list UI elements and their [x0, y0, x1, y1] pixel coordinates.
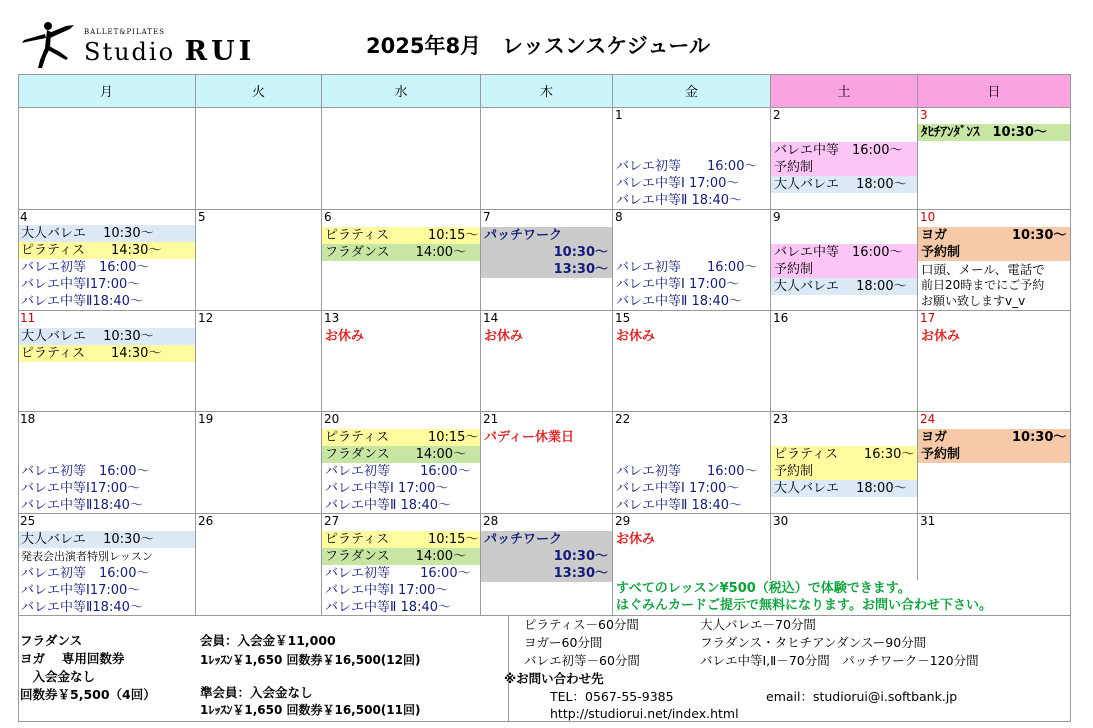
day-number: 6	[324, 210, 332, 224]
day-number: 11	[20, 311, 36, 325]
day-cell-31	[918, 514, 1071, 580]
day-number: 28	[483, 514, 499, 528]
reservation-note: 予約制	[918, 244, 1070, 261]
day-cell-30	[771, 514, 918, 580]
lesson-adult-ballet: 大人バレエ 10:30～	[18, 531, 195, 548]
lesson-ballet-mid2: バレエ中等Ⅱ 18:40～	[616, 498, 742, 513]
contact-heading: ※お問い合わせ先	[504, 671, 604, 686]
day-number: 27	[324, 514, 340, 528]
day-cell-4	[18, 210, 196, 311]
day-number: 13	[324, 311, 340, 325]
lesson-yoga: ヨガ 10:30～	[918, 429, 1070, 446]
lesson-ballet-mid1: バレエ中等Ⅰ 17:00～	[325, 481, 449, 496]
contact-url[interactable]: http://studiorui.net/index.html	[550, 706, 739, 721]
reservation-note: 予約制	[771, 159, 917, 176]
lesson-patchwork: パッチワーク	[481, 531, 612, 548]
lesson-ballet-mid: バレエ中等 16:00～	[771, 244, 917, 261]
footer-yoga-ticket: ヨガ 専用回数券	[20, 651, 125, 666]
lesson-ballet-mid2: バレエ中等Ⅱ 18:40～	[616, 294, 742, 309]
day-cell-17	[918, 311, 1071, 412]
day-cell-26	[196, 514, 322, 616]
lesson-adult-ballet: 大人バレエ 10:30～	[18, 328, 195, 345]
lesson-ballet-mid1: バレエ中等Ⅰ 17:00～	[616, 277, 740, 292]
duration-pilates: ピラティス－60分間	[524, 617, 639, 632]
lesson-ballet-beginner: バレエ初等 16:00～	[325, 566, 471, 581]
lesson-ballet-beginner: バレエ初等 16:00～	[21, 260, 150, 275]
header-mon: 月	[18, 74, 196, 108]
lesson-yoga: ヨガ 10:30～	[918, 227, 1070, 244]
yoga-note: お願い致しますv_v	[921, 294, 1026, 308]
day-number: 5	[198, 210, 206, 224]
lesson-hula: フラダンス 14:00～	[322, 446, 480, 463]
day-number: 17	[920, 311, 936, 325]
duration-hula: フラダンス・タヒチアンダンスー90分間	[700, 635, 927, 650]
lesson-patchwork: パッチワーク	[481, 227, 612, 244]
day-cell-7	[481, 210, 613, 311]
day-number: 25	[20, 514, 36, 528]
footer-member: 会員：入会金￥11,000	[200, 633, 336, 648]
day-number: 16	[773, 311, 789, 325]
footer-member-price: 1ﾚｯｽﾝ￥1,650 回数券￥16,500(12回)	[200, 653, 421, 667]
notice-trial: すべてのレッスン¥500（税込）で体験できます。	[616, 581, 911, 596]
yoga-note: 口頭、メール、電話で	[921, 262, 1045, 277]
duration-adult-ballet: 大人バレエ－70分間	[700, 617, 816, 632]
patchwork-time: 10:30～	[481, 548, 612, 565]
duration-yoga: ヨガー60分間	[524, 635, 603, 650]
day-number: 29	[615, 514, 631, 528]
day-cell-8	[613, 210, 771, 311]
lesson-ballet-mid1: バレエ中等Ⅰ17:00～	[21, 583, 141, 598]
lesson-ballet-beginner: バレエ初等 16:00～	[616, 464, 758, 479]
day-number: 24	[920, 412, 936, 426]
lesson-adult-ballet: 大人バレエ 18:00～	[771, 176, 917, 193]
lesson-ballet-mid1: バレエ中等Ⅰ17:00～	[21, 481, 141, 496]
day-number: 21	[483, 412, 499, 426]
day-number: 14	[483, 311, 499, 325]
lesson-ballet-mid2: バレエ中等Ⅱ 18:40～	[325, 498, 451, 513]
header-wed: 水	[322, 74, 481, 108]
day-number: 3	[920, 108, 928, 122]
lesson-ballet-mid2: バレエ中等Ⅱ18:40～	[21, 600, 143, 615]
day-number: 1	[615, 108, 623, 122]
lesson-ballet-mid2: バレエ中等Ⅱ18:40～	[21, 294, 143, 309]
day-number: 20	[324, 412, 340, 426]
day-cell-27	[322, 514, 481, 616]
header-fri: 金	[613, 74, 771, 108]
reservation-note: 予約制	[771, 463, 917, 480]
duration-ballet-mid: バレエ中等Ⅰ,Ⅱ－70分間 パッチワーク－120分間	[700, 653, 979, 668]
logo-rui: RUI	[184, 36, 256, 67]
day-cell-10	[918, 210, 1071, 311]
patchwork-time: 13:30～	[481, 261, 612, 278]
day-cell-13	[322, 311, 481, 412]
yoga-note: 前日20時までにご予約	[921, 278, 1045, 292]
day-cell-29	[613, 514, 771, 580]
empty-cell	[322, 108, 481, 210]
buddy-closed-label: バディー休業日	[484, 430, 574, 445]
lesson-hula: フラダンス 14:00～	[322, 244, 480, 261]
header-sat: 土	[771, 74, 918, 108]
day-cell-18	[18, 412, 196, 514]
lesson-hula: フラダンス 14:00～	[322, 548, 480, 565]
day-cell-6	[322, 210, 481, 311]
closed-label: お休み	[921, 329, 961, 344]
day-cell-16	[771, 311, 918, 412]
empty-cell	[18, 108, 196, 210]
closed-label: お休み	[325, 329, 365, 344]
day-cell-20	[322, 412, 481, 514]
day-number: 26	[198, 514, 214, 528]
lesson-adult-ballet: 大人バレエ 18:00～	[771, 278, 917, 295]
day-cell-12	[196, 311, 322, 412]
day-cell-23	[771, 412, 918, 514]
closed-label: お休み	[484, 329, 524, 344]
day-cell-3	[918, 108, 1071, 210]
day-cell-22	[613, 412, 771, 514]
day-number: 18	[20, 412, 36, 426]
footer-sub-member: 準会員：入会金なし	[200, 685, 313, 700]
footer-divider	[508, 616, 509, 722]
lesson-ballet-beginner: バレエ初等 16:00～	[616, 260, 758, 275]
footer-ticket4: 回数券￥5,500（4回）	[20, 687, 156, 702]
patchwork-time: 13:30～	[481, 565, 612, 582]
day-number: 19	[198, 412, 214, 426]
day-cell-14	[481, 311, 613, 412]
lesson-pilates: ピラティス 14:30～	[18, 242, 195, 259]
day-number: 30	[773, 514, 789, 528]
footer-hula: フラダンス	[20, 633, 83, 648]
header-tue: 火	[196, 74, 322, 108]
lesson-ballet-mid1: バレエ中等Ⅰ17:00～	[21, 277, 141, 292]
lesson-ballet-beginner: バレエ初等 16:00～	[325, 464, 471, 479]
closed-label: お休み	[616, 532, 656, 547]
logo-subtitle: BALLET&PILATES	[84, 28, 165, 36]
notice-box	[613, 580, 1071, 616]
empty-cell	[481, 108, 613, 210]
day-number: 8	[615, 210, 623, 224]
day-cell-11	[18, 311, 196, 412]
lesson-pilates: ピラティス 10:15～	[322, 429, 480, 446]
header-sun: 日	[918, 74, 1071, 108]
day-number: 10	[920, 210, 936, 224]
day-cell-24	[918, 412, 1071, 514]
lesson-ballet-mid: バレエ中等 16:00～	[771, 142, 917, 159]
lesson-pilates: ピラティス 16:30～	[771, 446, 917, 463]
logo-studio: Studio	[84, 38, 176, 66]
reservation-note: 予約制	[918, 446, 1070, 463]
duration-ballet-beginner: バレエ初等－60分間	[524, 653, 640, 668]
day-cell-9	[771, 210, 918, 311]
lesson-tahitian: ﾀﾋﾁｱﾝﾀﾞﾝｽ 10:30～	[918, 124, 1070, 141]
day-number: 2	[773, 108, 781, 122]
day-cell-15	[613, 311, 771, 412]
recital-lesson: 発表会出演者特別レッスン	[21, 550, 153, 563]
day-number: 15	[615, 311, 631, 325]
day-number: 23	[773, 412, 789, 426]
studio-logo	[18, 14, 256, 70]
notice-hagumin: はぐみんカードご提示で無料になります。お問い合わせ下さい。	[616, 598, 992, 613]
lesson-adult-ballet: 大人バレエ 18:00～	[771, 480, 917, 497]
lesson-adult-ballet: 大人バレエ 10:30～	[18, 225, 195, 242]
lesson-ballet-mid2: バレエ中等Ⅱ18:40～	[21, 498, 143, 513]
day-cell-2	[771, 108, 918, 210]
contact-tel: TEL：0567-55-9385	[550, 689, 674, 704]
calendar	[18, 74, 1071, 722]
day-cell-19	[196, 412, 322, 514]
reservation-note: 予約制	[771, 261, 917, 278]
page-title: 2025年8月 レッスンスケジュール	[366, 34, 710, 58]
day-number: 7	[483, 210, 491, 224]
closed-label: お休み	[616, 329, 656, 344]
day-cell-5	[196, 210, 322, 311]
lesson-ballet-mid1: バレエ中等Ⅰ 17:00～	[325, 583, 449, 598]
dancer-icon	[18, 14, 78, 70]
day-number: 31	[920, 514, 936, 528]
day-number: 4	[20, 210, 28, 224]
lesson-pilates: ピラティス 14:30～	[18, 345, 195, 362]
footer-no-fee: 入会金なし	[20, 669, 96, 684]
day-cell-25	[18, 514, 196, 616]
header-thu: 木	[481, 74, 613, 108]
lesson-ballet-beginner: バレエ初等 16:00～	[21, 464, 150, 479]
lesson-ballet-mid1: バレエ中等Ⅰ 17:00～	[616, 176, 740, 191]
lesson-ballet-mid2: バレエ中等Ⅱ 18:40～	[616, 193, 742, 208]
day-cell-21	[481, 412, 613, 514]
logo-wordmark	[84, 36, 255, 67]
lesson-ballet-beginner: バレエ初等 16:00～	[616, 159, 758, 174]
day-cell-1	[613, 108, 771, 210]
day-number: 22	[615, 412, 631, 426]
lesson-pilates: ピラティス 10:15～	[322, 227, 480, 244]
lesson-ballet-mid1: バレエ中等Ⅰ 17:00～	[616, 481, 740, 496]
contact-email[interactable]: email：studiorui@i.softbank.jp	[766, 689, 958, 704]
day-number: 9	[773, 210, 781, 224]
lesson-pilates: ピラティス 10:15～	[322, 531, 480, 548]
empty-cell	[196, 108, 322, 210]
footer-sub-price: 1ﾚｯｽﾝ￥1,650 回数券￥16,500(11回)	[200, 703, 421, 717]
day-cell-28	[481, 514, 613, 616]
patchwork-time: 10:30～	[481, 244, 612, 261]
lesson-ballet-beginner: バレエ初等 16:00～	[21, 566, 150, 581]
day-number: 12	[198, 311, 214, 325]
lesson-ballet-mid2: バレエ中等Ⅱ 18:40～	[325, 600, 451, 615]
